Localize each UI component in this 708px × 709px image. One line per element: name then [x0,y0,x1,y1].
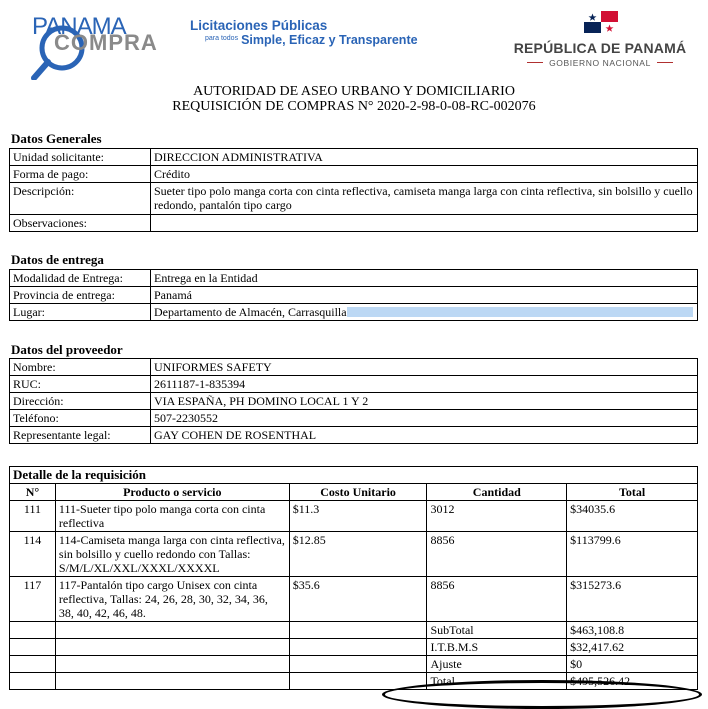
ruc-label: RUC: [10,376,151,393]
item-unit-cost: $12.85 [289,532,427,577]
header-qty: Cantidad [427,484,567,501]
delivery-mode-value: Entrega en la Entidad [151,270,698,287]
item-unit-cost: $11.3 [289,501,427,532]
delivery-section-title: Datos de entrega [11,252,104,267]
payment-label: Forma de pago: [10,166,151,183]
tax-value: $32,417.62 [567,639,698,656]
grand-total-value: $495,526.42 [567,673,698,690]
observations-label: Observaciones: [10,215,151,232]
delivery-table [9,269,698,321]
table-row [10,359,698,376]
item-total: $113799.6 [567,532,698,577]
item-total: $34035.6 [567,501,698,532]
delivery-mode-label: Modalidad de Entrega: [10,270,151,287]
phone-label: Teléfono: [10,410,151,427]
phone-value: 507-2230552 [151,410,698,427]
province-label: Provincia de entrega: [10,287,151,304]
subtotal-value: $463,108.8 [567,622,698,639]
unit-value: DIRECCION ADMINISTRATIVA [151,149,698,166]
item-qty: 8856 [427,577,567,622]
description-label: Descripción: [10,183,151,215]
general-section-title: Datos Generales [11,131,102,146]
table-row [10,532,698,577]
requisition-number: REQUISICIÓN DE COMPRAS N° 2020-2-98-0-08-RC-002076 [172,99,536,114]
summary-row [10,622,698,639]
legal-rep-label: Representante legal: [10,427,151,444]
payment-value: Crédito [151,166,698,183]
address-label: Dirección: [10,393,151,410]
tagline [205,33,418,47]
authority-title: AUTORIDAD DE ASEO URBANO Y DOMICILIARIO [193,84,515,99]
general-table [9,148,698,232]
tagline-main: Simple, Eficaz y Transparente [241,33,418,47]
province-value: Panamá [151,287,698,304]
supplier-table [9,358,698,444]
table-row [10,287,698,304]
government-label: GOBIERNO NACIONAL [500,58,700,68]
tax-label: I.T.B.M.S [427,639,567,656]
summary-row [10,656,698,673]
panamacompra-logo [28,8,168,80]
summary-row [10,639,698,656]
description-value: Sueter tipo polo manga corta con cinta reflectiva, camiseta manga larga con cinta reflectiva, sin bolsillo y cuello redondo, pantalón tipo cargo [151,183,698,215]
table-row [10,149,698,166]
place-value: Departamento de Almacén, Carrasquilla [154,305,347,319]
table-row [10,427,698,444]
item-no: 114 [10,532,56,577]
redaction-highlight [347,307,693,317]
item-total: $315273.6 [567,577,698,622]
detail-table [9,466,698,690]
supplier-name-value: UNIFORMES SAFETY [151,359,698,376]
unit-label: Unidad solicitante: [10,149,151,166]
logo-text-panama: PANAMA [32,13,126,40]
supplier-name-label: Nombre: [10,359,151,376]
adjustment-value: $0 [567,656,698,673]
grand-total-label: Total [427,673,567,690]
item-product: 111-Sueter tipo polo manga corta con cinta reflectiva [55,501,289,532]
table-row [10,304,698,321]
item-no: 117 [10,577,56,622]
logo-text-compra: COMPRA [54,30,158,55]
supplier-section-title: Datos del proveedor [11,342,123,357]
table-row [10,183,698,215]
tagline-prefix: para todos [205,35,239,42]
observations-value [151,215,698,232]
table-row [10,467,698,484]
item-qty: 3012 [427,501,567,532]
table-row [10,270,698,287]
table-row [10,410,698,427]
ruc-value: 2611187-1-835394 [151,376,698,393]
detail-section-title: Detalle de la requisición [10,467,698,484]
tagline-title: Licitaciones Públicas [190,18,328,33]
table-row [10,393,698,410]
item-qty: 8856 [427,532,567,577]
summary-row [10,673,698,690]
header-unit-cost: Costo Unitario [289,484,427,501]
table-row [10,166,698,183]
table-row [10,501,698,532]
republic-name: REPÚBLICA DE PANAMÁ [513,40,687,56]
item-unit-cost: $35.6 [289,577,427,622]
table-header-row [10,484,698,501]
adjustment-label: Ajuste [427,656,567,673]
header-total: Total [567,484,698,501]
header-product: Producto o servicio [55,484,289,501]
item-product: 117-Pantalón tipo cargo Unisex con cinta reflectiva, Tallas: 24, 26, 28, 30, 32, 34, 36, 38, 40, 42, 46, 48. [55,577,289,622]
table-row [10,215,698,232]
panama-flag-icon [584,11,618,33]
legal-rep-value: GAY COHEN DE ROSENTHAL [151,427,698,444]
header-no: N° [10,484,56,501]
address-value: VIA ESPAÑA, PH DOMINO LOCAL 1 Y 2 [151,393,698,410]
item-no: 111 [10,501,56,532]
item-product: 114-Camiseta manga larga con cinta reflectiva, sin bolsillo y cuello redondo con Tallas: S/M/L/XL/XXL/XXXL/XXXXL [55,532,289,577]
table-row [10,577,698,622]
table-row [10,376,698,393]
subtotal-label: SubTotal [427,622,567,639]
place-cell [151,304,698,321]
place-label: Lugar: [10,304,151,321]
